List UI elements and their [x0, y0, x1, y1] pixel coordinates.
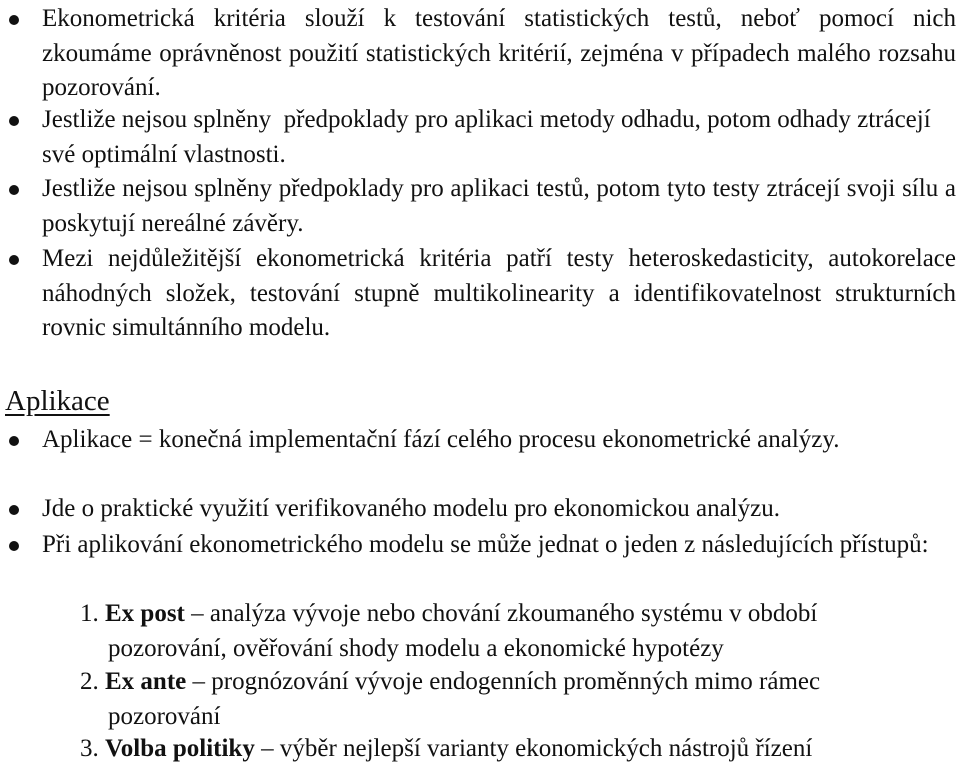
- bullet-dot-icon: [9, 15, 19, 25]
- bullet-text: Jestliže nejsou splněny předpoklady pro aplikaci metody odhadu, potom odhady ztrácejí své optimální vlastnosti.: [42, 106, 937, 168]
- bullet-dot-icon: [9, 185, 19, 195]
- approach-item: [80, 597, 960, 666]
- approach-item: [80, 732, 960, 767]
- bullet-item: [42, 528, 956, 563]
- bullet-text: Jde o praktické využití verifikovaného modelu pro ekonomickou analýzu.: [42, 495, 780, 522]
- bullet-dot-icon: [9, 505, 19, 515]
- approach-item: [80, 665, 960, 734]
- approach-term: Volba politiky: [105, 735, 255, 762]
- bullet-dot-icon: [9, 541, 19, 551]
- bullet-item: [42, 2, 956, 106]
- bullet-item: [42, 242, 956, 346]
- approach-description-cont: pozorování, ověřování shody modelu a ekonomické hypotézy: [108, 634, 724, 662]
- approach-description: analýza vývoje nebo chování zkoumaného systému v období: [209, 600, 818, 627]
- approach-dash: –: [191, 600, 204, 627]
- bullet-text: Aplikace = konečná implementační fází celého procesu ekonometrické analýzy.: [42, 426, 840, 453]
- approach-description: prognózování vývoje endogenních proměnných mimo rámec: [211, 668, 821, 695]
- approach-dash: –: [261, 735, 274, 762]
- bullet-dot-icon: [9, 116, 19, 126]
- approach-number: 2.: [80, 668, 99, 695]
- bullet-item: [42, 492, 956, 527]
- approach-description: výběr nejlepší varianty ekonomických nástrojů řízení: [279, 735, 813, 762]
- bullet-text: Mezi nejdůležitější ekonometrická kritéria patří testy heteroskedasticity, autokorelace náhodných složek, testování stupně multikolinearity a identifikovatelnost strukturních rovnic simultánního modelu.: [42, 245, 956, 341]
- bullet-dot-icon: [9, 436, 19, 446]
- bullet-item: [42, 423, 956, 458]
- bullet-item: [42, 103, 956, 172]
- approach-number: 1.: [80, 600, 99, 627]
- approach-number: 3.: [80, 735, 99, 762]
- bullet-text: Ekonometrická kritéria slouží k testování statistických testů, neboť pomocí nich zkoumáme oprávněnost použití statistických kritérií, zejména v případech malého rozsahu pozorování.: [42, 5, 956, 101]
- bullet-text: Jestliže nejsou splněny předpoklady pro aplikaci testů, potom tyto testy ztrácejí svoji sílu a poskytují nereálné závěry.: [42, 175, 956, 237]
- bullet-text: Při aplikování ekonometrického modelu se může jednat o jeden z následujících přístupů:: [42, 531, 929, 558]
- bullet-item: [42, 172, 956, 241]
- section-heading: Aplikace: [5, 385, 110, 417]
- bullet-dot-icon: [9, 255, 19, 265]
- approach-term: Ex post: [105, 600, 185, 627]
- approach-dash: –: [192, 668, 205, 695]
- approach-term: Ex ante: [105, 668, 187, 695]
- approach-description-cont: pozorování: [108, 702, 221, 730]
